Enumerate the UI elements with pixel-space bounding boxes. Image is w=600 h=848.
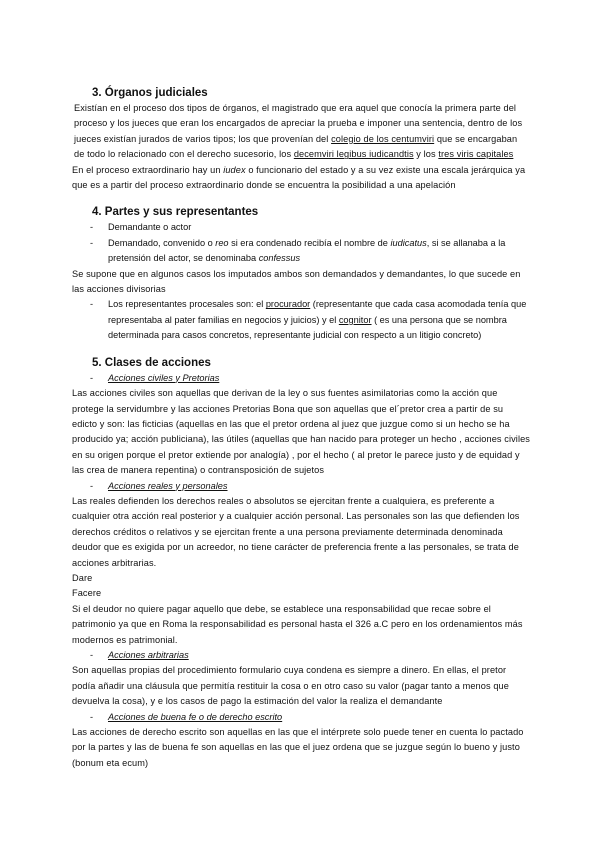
text-run: Demandado, convenido o: [108, 237, 216, 248]
text-run: o funcionario del estado y a su vez existe una escala jerárquica ya que es a partir del proceso extraordinario donde se encuentra la posibilidad a una apelación: [72, 164, 526, 191]
subheading-acciones-reales: - Acciones reales y personales: [90, 480, 228, 491]
subheading-text: Acciones de buena fe o de derecho escrito: [108, 711, 283, 722]
subheading-acciones-civiles: - Acciones civiles y Pretorias: [90, 372, 220, 383]
text-run: y los: [413, 149, 439, 160]
text-run: si era condenado recibía el nombre de: [228, 237, 391, 248]
link-tres-viris[interactable]: tres viris capitales: [438, 149, 514, 160]
text-run: Existían en el proceso dos tipos de órganos, el magistrado que era aquel que conocía la primera parte del proceso y los jueces que eran los encargados de apreciar la prueba e imponer una sentencia, dentro de los jueces existían jurados de varios tipos; los que provenían del: [74, 103, 523, 144]
section-5-heading: 5. Clases de acciones: [92, 356, 211, 369]
list-item: - Los representantes procesales son: el procurador (representante que cada casa acomodada tenía que representaba al pater familias en negocios y juicios) y el cognitor ( es una persona que se nombra determinada para casos concretos, representante judicial con respecto a un litigio concreto): [90, 299, 527, 341]
link-decemviri[interactable]: decemviri legibus iudicandtis: [293, 149, 414, 160]
section-4-paragraph-1: Se supone que en algunos casos los imputados ambos son demandados y demandantes, lo que sucede en las acciones divisorias: [72, 268, 521, 295]
section-5-paragraph-3: Si el deudor no quiere pagar aquello que debe, se establece una responsabilidad que recae sobre el patrimonio ya que en Roma la responsabilidad es personal hasta el 326 a.C pero en los ordenamientos más modernos es patrimonial.: [72, 603, 523, 645]
text-run: (representante que cada casa acomodada tenía que representaba al pater familias en negocios y juicios) y el: [108, 299, 527, 325]
document-body: [72, 86, 530, 771]
list-item-text: Demandante o actor: [108, 222, 192, 233]
section-5-paragraph-5: Las acciones de derecho escrito son aquellas en las que el intérprete solo puede tener en cuenta lo pactado por la partes y las de buena fe son aquellas en las que el juez ordena que se juzgue según lo bueno y justo (bonum eta ecum): [72, 727, 524, 768]
section-3-paragraph-1: [72, 101, 530, 163]
section-3-heading: 3. Órganos judiciales: [92, 87, 208, 99]
link-colegio-centumviri[interactable]: colegio de los centumviri: [331, 133, 435, 144]
italic-term: iudex: [223, 164, 246, 175]
subheading-text: Acciones reales y personales: [108, 480, 228, 491]
section-4-list: [72, 220, 530, 266]
word-facere: Facere: [72, 588, 102, 599]
subheading-acciones-buena-fe: - Acciones de buena fe o de derecho escrito: [90, 711, 283, 722]
italic-term: reo: [215, 237, 229, 248]
link-cognitor[interactable]: cognitor: [338, 314, 372, 325]
italic-term: confessus: [258, 253, 301, 264]
text-run: Los representantes procesales son: el: [108, 299, 266, 310]
subheading-text: Acciones arbitrarias: [108, 650, 189, 660]
section-5-paragraph-2: Las reales defienden los derechos reales o absolutos se ejercitan frente a cualquiera, es preferente a cualquier otra acción real posterior y a cualquier acción personal. Las personales son las que defienden los derechos créditos o relativos y se ejercitan frente a una persona previamente determinada denominada deudor que es exigida por un acreedor, no tiene carácter de preferencia frente a las personales, se trata de acciones arbitrarias.: [72, 495, 520, 568]
section-5-paragraph-4: Son aquellas propias del procedimiento formulario cuya condena es siempre a dinero. En ellas, el pretor podía añadir una cláusula que permitía restituir la cosa o en otro caso su valor (pagar tanto a menos que devuelva la cosa), y e los casos de pago la estimación del valor la realiza el demandante: [72, 665, 509, 707]
text-run: que se encargaban de todo lo relacionado con el derecho sucesorio, los: [74, 133, 518, 160]
word-dare: Dare: [72, 572, 93, 583]
subheading-acciones-arbitrarias: - Acciones arbitrarias: [90, 650, 189, 660]
section-3-paragraph-2: [72, 163, 530, 194]
link-procurador[interactable]: procurador: [265, 299, 311, 310]
text-run: ( es una persona que se nombra determinada para casos concretos, representante judicial con respecto a un litigio concreto): [108, 314, 507, 341]
section-5-paragraph-1: Las acciones civiles son aquellas que derivan de la ley o sus fuentes asimilatorias como la acción que protege la servidumbre y las acciones Pretorias Bona que son aquellas que el´pretor crea a partir de su edicto y son: las ficticias (aquellas en las que el pretor ordena al juez que juzgue como si un hecho se ha producido ya; acción publiciana), las útiles (aquellas que han nacido para proteger un hecho , acciones civiles en su origen porque el pretor extiende por analogía) , por el hecho ( al pretor le parece justo y de equidad y las crea de manera repentina) o contransposición de sujetos: [72, 388, 530, 476]
subheading-text: Acciones civiles y Pretorias: [108, 372, 220, 383]
list-item: - Demandante o actor: [90, 222, 192, 233]
section-4-list-2: [72, 297, 530, 343]
text-run: , si se allanaba a la pretensión del actor, se denominaba: [108, 237, 506, 264]
section-4-heading: 4. Partes y sus representantes: [92, 206, 259, 219]
list-item: - Demandado, convenido o reo si era condenado recibía el nombre de iudicatus, si se allanaba a la pretensión del actor, se denominaba confessus: [90, 237, 506, 264]
italic-term: iudicatus: [390, 237, 427, 248]
text-run: En el proceso extraordinario hay un: [72, 164, 224, 175]
